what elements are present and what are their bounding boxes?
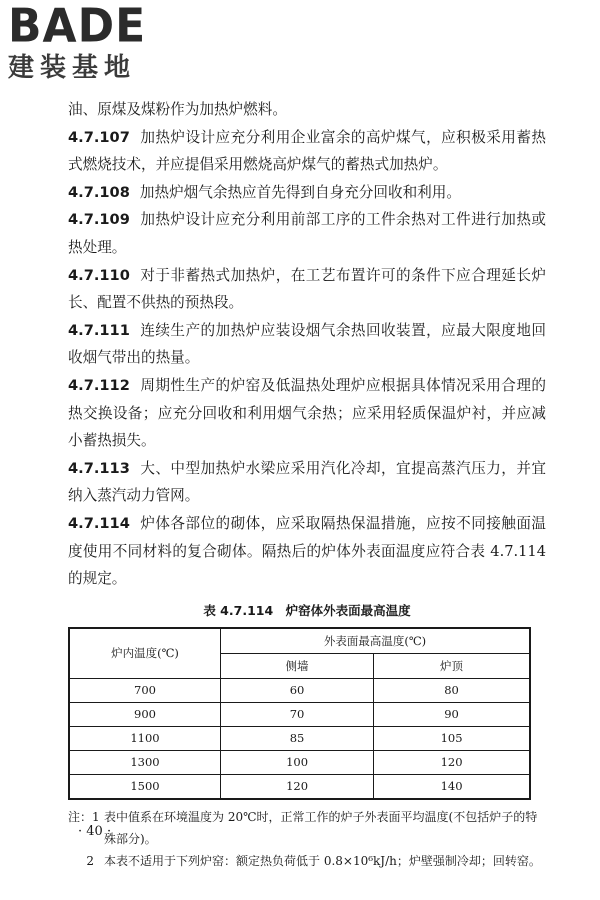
cell-wall: 70 bbox=[221, 702, 374, 726]
note-item bbox=[68, 806, 546, 850]
table-row bbox=[69, 774, 530, 799]
cell-wall: 85 bbox=[221, 726, 374, 750]
clause-number: 4.7.108 bbox=[68, 183, 130, 201]
clause-number: 4.7.109 bbox=[68, 211, 130, 229]
table-row bbox=[69, 702, 530, 726]
note-text: 本表不适用于下列炉窑：额定热负荷低于 0.8×10⁶kJ/h；炉壁强制冷却；回转窑。 bbox=[104, 853, 541, 868]
header-outer-temp: 外表面最高温度(℃) bbox=[221, 628, 531, 654]
clause-4-7-108 bbox=[68, 179, 546, 207]
clause-text: 炉体各部位的砌体，应采取隔热保温措施，应按不同接触面温度使用不同材料的复合砌体。隔热后的炉体外表面温度应符合表 4.7.114 的规定。 bbox=[68, 514, 546, 588]
clause-text: 加热炉烟气余热应首先得到自身充分回收和利用。 bbox=[139, 183, 461, 201]
cell-roof: 105 bbox=[374, 726, 530, 750]
header-inner-temp: 炉内温度(℃) bbox=[69, 628, 221, 679]
brand-logo bbox=[8, 0, 147, 84]
cell-roof: 80 bbox=[374, 678, 530, 702]
document-body bbox=[68, 96, 546, 872]
clause-number: 4.7.107 bbox=[68, 128, 130, 146]
cell-inner: 700 bbox=[69, 678, 221, 702]
clause-text: 对于非蓄热式加热炉，在工艺布置许可的条件下应合理延长炉长、配置不供热的预热段。 bbox=[68, 266, 546, 312]
paragraph-continuation: 油、原煤及煤粉作为加热炉燃料。 bbox=[68, 101, 287, 118]
note-tag: 注：1 bbox=[68, 809, 100, 824]
clause-number: 4.7.112 bbox=[68, 376, 130, 394]
cell-inner: 1300 bbox=[69, 750, 221, 774]
header-side-wall: 侧墙 bbox=[221, 653, 374, 678]
logo-subtitle: 建装基地 bbox=[8, 53, 137, 83]
table-notes bbox=[68, 806, 546, 872]
header-roof: 炉顶 bbox=[374, 653, 530, 678]
note-tag: 2 bbox=[86, 853, 94, 868]
clause-4-7-110 bbox=[68, 262, 546, 317]
clause-4-7-111 bbox=[68, 317, 546, 372]
cell-wall: 100 bbox=[221, 750, 374, 774]
note-item bbox=[68, 850, 546, 872]
logo-brand-text: BADE bbox=[8, 0, 147, 54]
clause-4-7-114 bbox=[68, 510, 546, 593]
clause-text: 大、中型加热炉水梁应采用汽化冷却，宜提高蒸汽压力，并宜纳入蒸汽动力管网。 bbox=[68, 459, 546, 505]
clause-text: 连续生产的加热炉应装设烟气余热回收装置，应最大限度地回收烟气带出的热量。 bbox=[68, 321, 546, 367]
table-row bbox=[69, 750, 530, 774]
clause-text: 周期性生产的炉窑及低温热处理炉应根据具体情况采用合理的热交换设备；应充分回收和利用烟气余热；应采用轻质保温炉衬，并应减小蓄热损失。 bbox=[68, 376, 546, 450]
clause-number: 4.7.110 bbox=[68, 266, 130, 284]
cell-roof: 90 bbox=[374, 702, 530, 726]
table-header-row bbox=[69, 628, 530, 654]
page-number: · 40 · bbox=[78, 824, 112, 839]
clause-number: 4.7.111 bbox=[68, 321, 130, 339]
clause-4-7-109 bbox=[68, 206, 546, 261]
note-text: 表中值系在环境温度为 20℃时，正常工作的炉子外表面平均温度(不包括炉子的特殊部分)。 bbox=[104, 809, 538, 846]
cell-inner: 900 bbox=[69, 702, 221, 726]
clause-text: 加热炉设计应充分利用前部工序的工件余热对工件进行加热或热处理。 bbox=[68, 211, 546, 256]
clause-4-7-112 bbox=[68, 372, 546, 455]
clause-number: 4.7.113 bbox=[68, 459, 130, 477]
clause-4-7-107 bbox=[68, 124, 546, 179]
cell-inner: 1500 bbox=[69, 774, 221, 799]
clause-text: 加热炉设计应充分利用企业富余的高炉煤气，应积极采用蓄热式燃烧技术，并应提倡采用燃烧高炉煤气的蓄热式加热炉。 bbox=[68, 128, 546, 174]
clause-number: 4.7.114 bbox=[68, 514, 130, 532]
table-title: 表 4.7.114 炉窑体外表面最高温度 bbox=[203, 602, 411, 618]
table-row bbox=[69, 726, 530, 750]
cell-roof: 140 bbox=[374, 774, 530, 799]
cell-roof: 120 bbox=[374, 750, 530, 774]
cell-wall: 120 bbox=[221, 774, 374, 799]
table-row bbox=[69, 678, 530, 702]
temperature-table bbox=[68, 627, 531, 800]
cell-wall: 60 bbox=[221, 678, 374, 702]
cell-inner: 1100 bbox=[69, 726, 221, 750]
clause-4-7-113 bbox=[68, 455, 546, 510]
